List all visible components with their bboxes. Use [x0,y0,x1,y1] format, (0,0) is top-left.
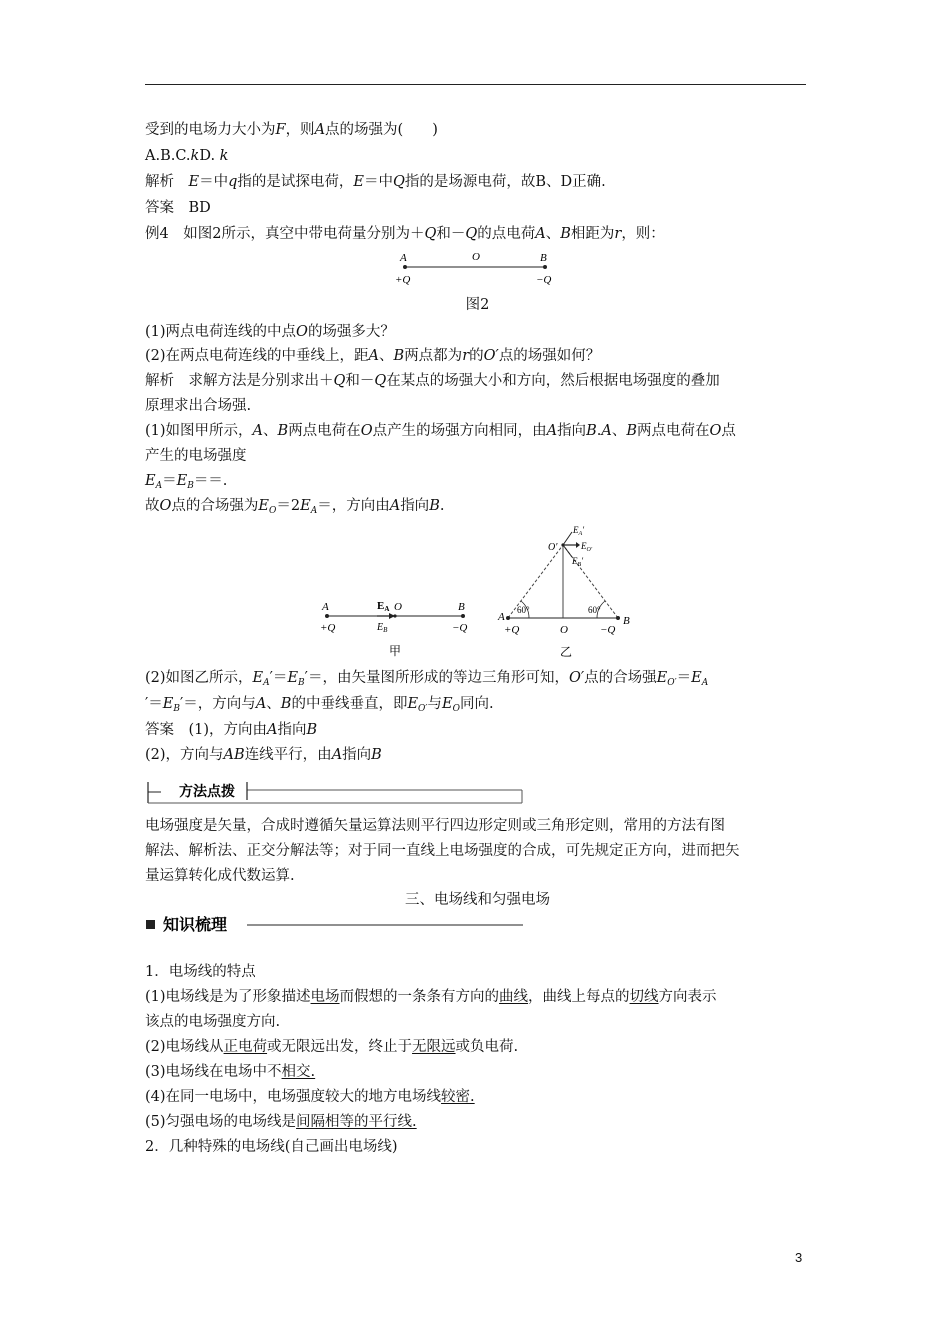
jia-label-a: A [322,601,329,613]
charge-a-dot [403,265,407,269]
solution-line-2: 原理求出合场强. [145,398,252,414]
label-b: B [540,252,547,264]
header-rule [145,84,806,85]
jia-label-eb: $E_B$ [377,622,388,634]
yi-charge-b-dot [616,616,620,620]
method-line-3: 量运算转化成代数运算. [145,868,295,884]
jia-label-plus-q: +Q [320,622,336,634]
answer-line-1: 答案 (1)，方向由A指向B [145,722,318,738]
charge-b-dot [543,265,547,269]
text-line: 受到的电场力大小为F，则A点的场强为( ) [145,122,438,138]
answer-line: 答案 BD [145,200,211,216]
yi-label-minus-q: −Q [600,624,616,636]
knowledge-line-6: (4)在同一电场中，电场强度较大的地方电场线较密. [145,1089,475,1105]
method-line-1: 电场强度是矢量，合成时遵循矢量运算法则平行四边形定则或三角形定则，常用的方法有图 [145,818,725,834]
yi-label-eop: $E_{O'}$ [581,541,593,553]
method-title: 方法点拨 [179,784,235,800]
options-line: A.B.C.kD. k [145,148,229,164]
jia-label-ea: EA [377,600,390,613]
knowledge-line-4: (2)电场线从正电荷或无限远出发，终止于无限远或负电荷. [145,1039,519,1055]
knowledge-title: 知识梳理 [163,915,228,934]
yi-label-a: A [498,611,505,623]
jia-charge-b-dot [461,614,465,618]
jia-label-minus-q: −Q [452,622,468,634]
jia-label-b: B [458,601,465,613]
analysis-line: 解析 E＝中q指的是试探电荷，E＝中Q指的是场源电荷，故B、D正确. [145,174,606,190]
knowledge-section-title [145,912,525,938]
solution-line-4: 产生的电场强度 [145,448,247,464]
jia-charge-a-dot [325,614,329,618]
solution-line-5: $E_A=E_B==$. [145,473,228,491]
label-o: O [472,251,480,263]
part2-line-1: (2)如图乙所示，$E_A'=E_B'=$，由矢量图所形成的等边三角形可知，O′点的合场强$E_{O'}=E_A$ [145,670,709,688]
knowledge-line-5: (3)电场线在电场中不相交. [145,1064,316,1080]
yi-eop-arrowhead [576,542,580,548]
yi-label-op: O′ [548,542,558,553]
label-minus-q: −Q [536,274,552,286]
yi-angle-left: 60° [517,605,530,615]
example-line: 例4 如图2所示，真空中带电荷量分别为＋Q和－Q的点电荷A、B相距为r，则： [145,226,665,242]
knowledge-line-3: 该点的电场强度方向. [145,1014,281,1030]
part2-line-2: $'=E_B'=$，方向与A、B的中垂线垂直，即$E_{O'}$与$E_O$同向. [145,696,494,714]
yi-charge-a-dot [506,616,510,620]
knowledge-item-1: 1．电场线的特点 [145,964,256,980]
solution-line-3: (1)如图甲所示，A、B两点电荷在O点产生的场强方向相同，由A指向B.A、B两点电荷在O点 [145,423,736,439]
jia-field-arrowhead [389,613,395,619]
figure-jia-diagram [315,598,475,660]
question-1: (1)两点电荷连线的中点O的场强多大？ [145,324,395,340]
knowledge-item-2: 2．几种特殊的电场线(自己画出电场线) [145,1139,398,1155]
section-heading: 三、电场线和匀强电场 [405,892,550,908]
solution-line-6: 故O点的合场强为$E_O=2E_A=$，方向由A指向B. [145,498,445,516]
knowledge-line-7: (5)匀强电场的电场线是间隔相等的平行线. [145,1114,417,1130]
yi-label-ea: $E_A'$ [573,525,585,537]
solution-line-1: 解析 求解方法是分别求出＋Q和－Q在某点的场强大小和方向，然后根据电场强度的叠加 [145,373,720,389]
yi-label-plus-q: +Q [504,624,520,636]
yi-label-b: B [623,615,630,627]
yi-label-eb: $E_B'$ [572,556,584,568]
yi-angle-right: 60° [588,605,601,615]
figure-yi-diagram [490,520,640,660]
answer-line-2: (2)，方向与AB连线平行，由A指向B [145,747,382,763]
jia-caption: 甲 [389,644,402,658]
page-number: 3 [795,1250,803,1265]
square-bullet-icon [146,920,155,929]
label-plus-q: +Q [395,274,411,286]
question-2: (2)在两点电荷连线的中垂线上，距A、B两点都为r的O′点的场强如何？ [145,348,601,364]
yi-eb-arrow [563,545,572,557]
yi-label-o: O [560,624,568,636]
jia-label-o: O [394,601,402,613]
method-box [147,780,523,805]
figure-2-diagram [390,250,570,290]
method-line-2: 解法、解析法、正交分解法等；对于同一直线上电场强度的合成，可先规定正方向，进而把矢 [145,843,740,859]
yi-caption: 乙 [560,645,573,659]
figure-2-caption: 图2 [465,297,490,313]
knowledge-line-2: (1)电场线是为了形象描述电场而假想的一条条有方向的曲线，曲线上每点的切线方向表示 [145,989,717,1005]
label-a: A [400,252,407,264]
yi-ea-arrow [563,532,572,545]
